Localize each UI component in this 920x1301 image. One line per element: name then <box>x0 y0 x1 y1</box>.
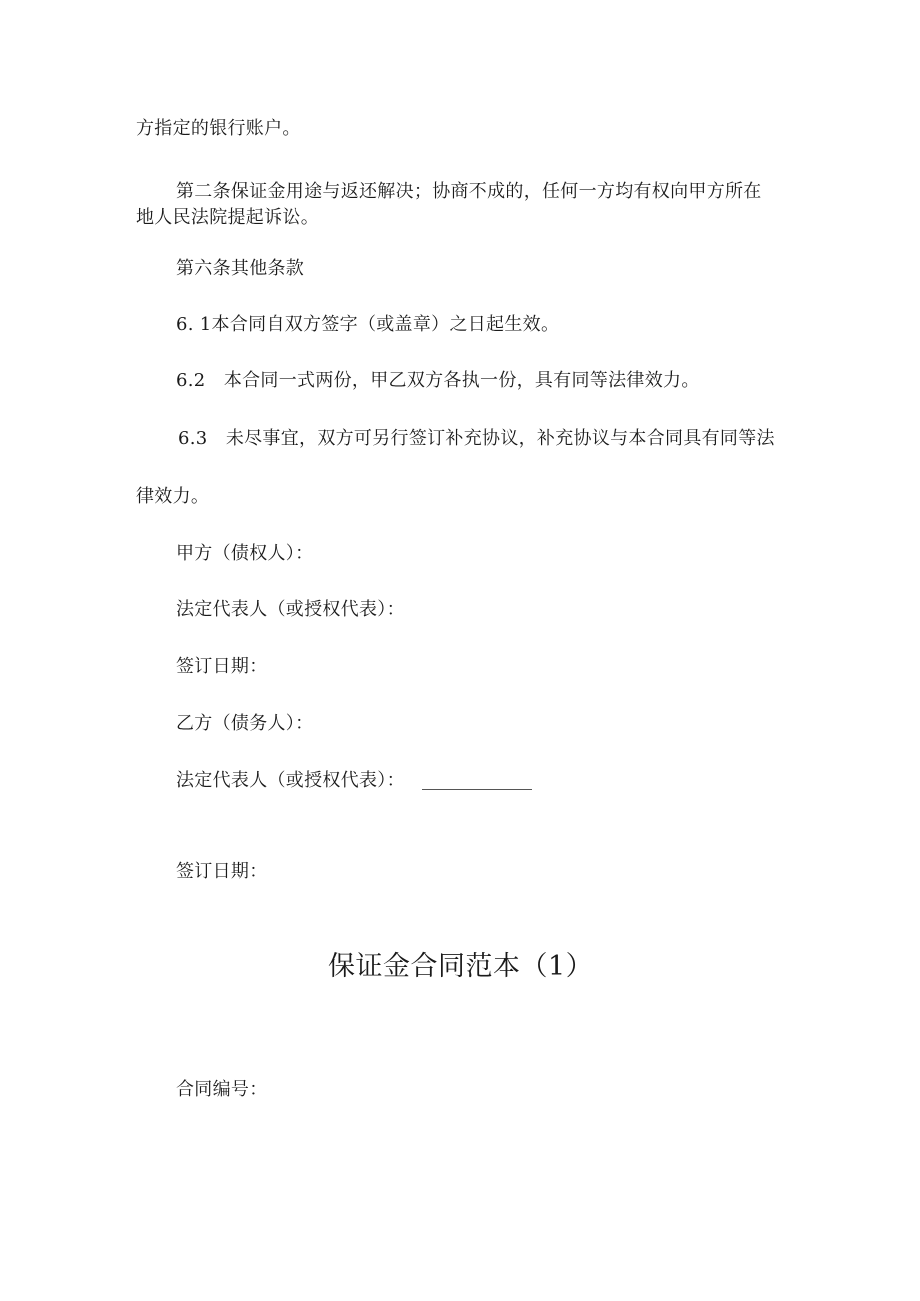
contract-number-label: 合同编号： <box>176 1079 268 1100</box>
party-b-signing-date-label: 签订日期： <box>176 861 268 882</box>
article-2-line-1: 第二条保证金用途与返还解决；协商不成的，任何一方均有权向甲方所在 <box>176 181 762 202</box>
signature-blank-line <box>422 789 532 790</box>
party-b-representative-label: 法定代表人（或授权代表）： <box>176 770 405 791</box>
article-2-line-2: 地人民法院提起诉讼。 <box>136 207 319 228</box>
clause-6-1: 6. 1本合同自双方签字（或盖章）之日起生效。 <box>176 314 560 335</box>
clause-6-3-line-2: 律效力。 <box>136 486 210 507</box>
party-b-label: 乙方（债务人）： <box>176 713 314 734</box>
clause-6-2: 6.2 本合同一式两份，甲乙双方各执一份，具有同等法律效力。 <box>176 370 700 391</box>
document-title: 保证金合同范本（1） <box>328 951 594 982</box>
clause-6-3-line-1: 6.3 未尽事宜，双方可另行签订补充协议，补充协议与本合同具有同等法 <box>178 428 775 449</box>
party-a-label: 甲方（债权人）： <box>176 543 314 564</box>
party-a-representative-label: 法定代表人（或授权代表）： <box>176 599 405 620</box>
party-a-signing-date-label: 签订日期： <box>176 656 268 677</box>
paragraph-line: 方指定的银行账户。 <box>136 118 301 139</box>
article-6-heading: 第六条其他条款 <box>176 258 305 279</box>
